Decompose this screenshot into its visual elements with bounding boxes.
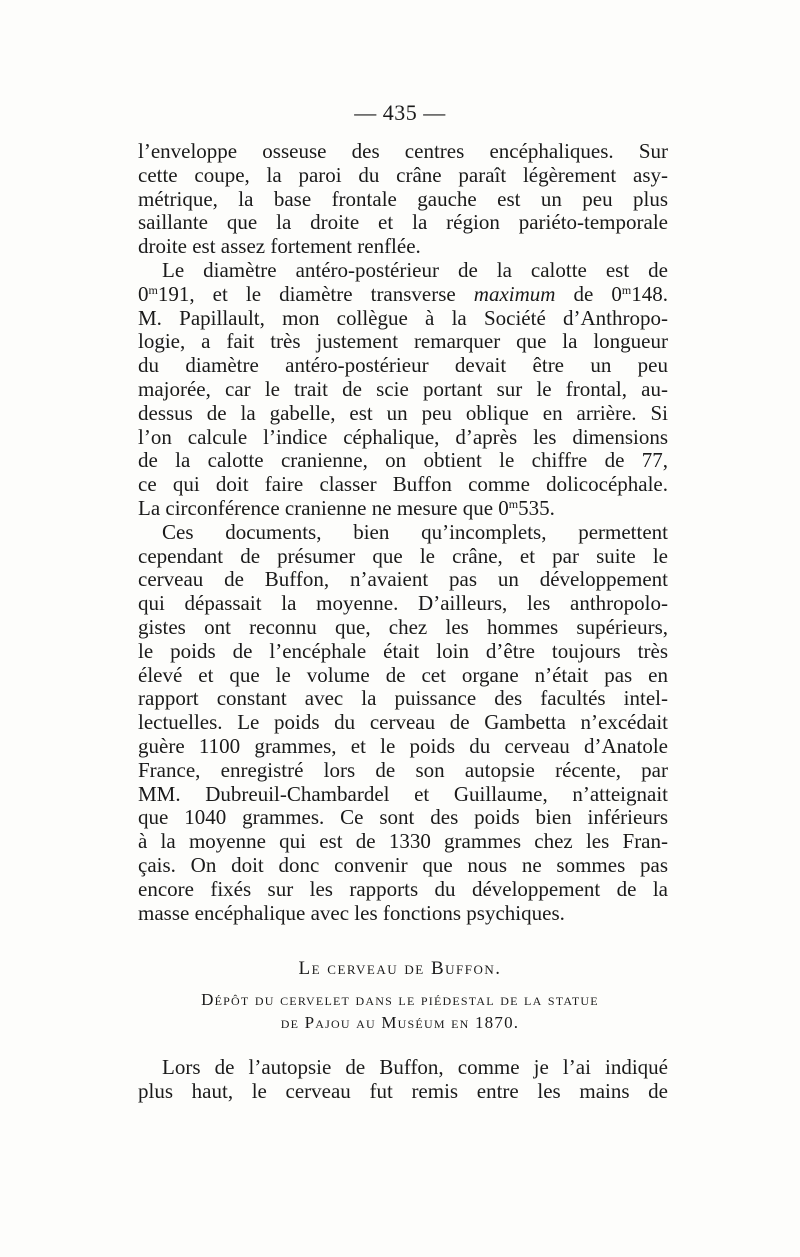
unit-superscript: m (621, 282, 632, 297)
text-line: cerveau de Buffon, n’avaient pas un développement (138, 567, 668, 592)
text-line-measurements (138, 283, 668, 307)
text-line: majorée, car le trait de scie portant sur le frontal, au- (138, 376, 668, 401)
text-line: rapport constant avec la puissance des facultés intel- (138, 686, 668, 711)
text-fragment: 535. (518, 495, 555, 520)
text-line: encore fixés sur les rapports du développement de la (138, 876, 668, 901)
text-line: droite est assez fortement renflée. (138, 234, 421, 259)
text-line: de la calotte cranienne, on obtient le chiffre de 77, (138, 448, 668, 473)
unit-superscript: m (508, 496, 519, 511)
text-line: dessus de la gabelle, est un peu oblique en arrière. Si (138, 400, 668, 425)
text-line: ce qui doit faire classer Buffon comme dolicocéphale. (138, 472, 668, 497)
section-heading: Le cerveau de Buffon. (298, 958, 502, 979)
text-line: çais. On doit donc convenir que nous ne sommes pas (138, 852, 668, 877)
text-line: guère 1100 grammes, et le poids du cerveau d’Anatole (138, 733, 668, 758)
text-line: gistes ont reconnu que, chez les hommes supérieurs, (138, 614, 668, 639)
text-line: saillante que la droite et la région pariéto-temporale (138, 210, 668, 235)
text-line: lectuelles. Le poids du cerveau de Gambetta n’excédait (138, 710, 668, 735)
text-line: cependant de présumer que le crâne, et par suite le (138, 543, 668, 568)
closing-text-body (138, 1055, 668, 1103)
text-line: métrique, la base frontale gauche est un peu plus (138, 186, 668, 211)
text-line: M. Papillault, mon collègue à la Société d’Anthropo- (138, 305, 668, 330)
text-line: qui dépassait la moyenne. D’ailleurs, les anthropolo- (138, 591, 668, 616)
text-line: que 1040 grammes. Ce sont des poids bien inférieurs (138, 805, 668, 830)
section-subheading-line-1: Dépôt du cervelet dans le piédestal de la statue (201, 990, 599, 1009)
text-line: plus haut, le cerveau fut remis entre les mains de (138, 1078, 668, 1103)
text-line: l’on calcule l’indice céphalique, d’après les dimensions (138, 424, 668, 449)
unit-superscript: m (148, 282, 158, 297)
text-line: France, enregistré lors de son autopsie récente, par (138, 757, 668, 782)
text-line: Le diamètre antéro-postérieur de la calotte est de (162, 257, 668, 282)
text-fragment: 148. (631, 281, 668, 306)
text-fragment: de 0 (555, 281, 622, 306)
text-line: logie, a fait très justement remarquer que la longueur (138, 329, 668, 354)
text-fragment: 0 (138, 281, 149, 306)
text-line: Lors de l’autopsie de Buffon, comme je l’ai indiqué (162, 1055, 668, 1079)
text-line: MM. Dubreuil-Chambardel et Guillaume, n’atteignait (138, 781, 668, 806)
section-subheading-line-2: de Pajou au Muséum en 1870. (280, 1013, 520, 1032)
text-line: l’enveloppe osseuse des centres encéphaliques. Sur (138, 139, 668, 163)
main-text-body (138, 140, 668, 925)
italic-term: maximum (473, 281, 556, 306)
text-line: cette coupe, la paroi du crâne paraît légèrement asy- (138, 162, 668, 187)
text-line: du diamètre antéro-postérieur devait être un peu (138, 353, 668, 378)
text-line-circumference (138, 497, 668, 521)
text-fragment: 191, et le diamètre transverse (157, 281, 474, 306)
text-line: Ces documents, bien qu’incomplets, permettent (162, 519, 668, 544)
page-number: — 435 — (354, 100, 446, 125)
text-fragment: La circonférence cranienne ne mesure que 0 (138, 495, 509, 520)
text-line: à la moyenne qui est de 1330 grammes chez les Fran- (138, 829, 668, 854)
text-line: le poids de l’encéphale était loin d’être toujours très (138, 638, 668, 663)
text-line: masse encéphalique avec les fonctions psychiques. (138, 900, 565, 925)
text-line: élevé et que le volume de cet organe n’était pas en (138, 662, 668, 687)
